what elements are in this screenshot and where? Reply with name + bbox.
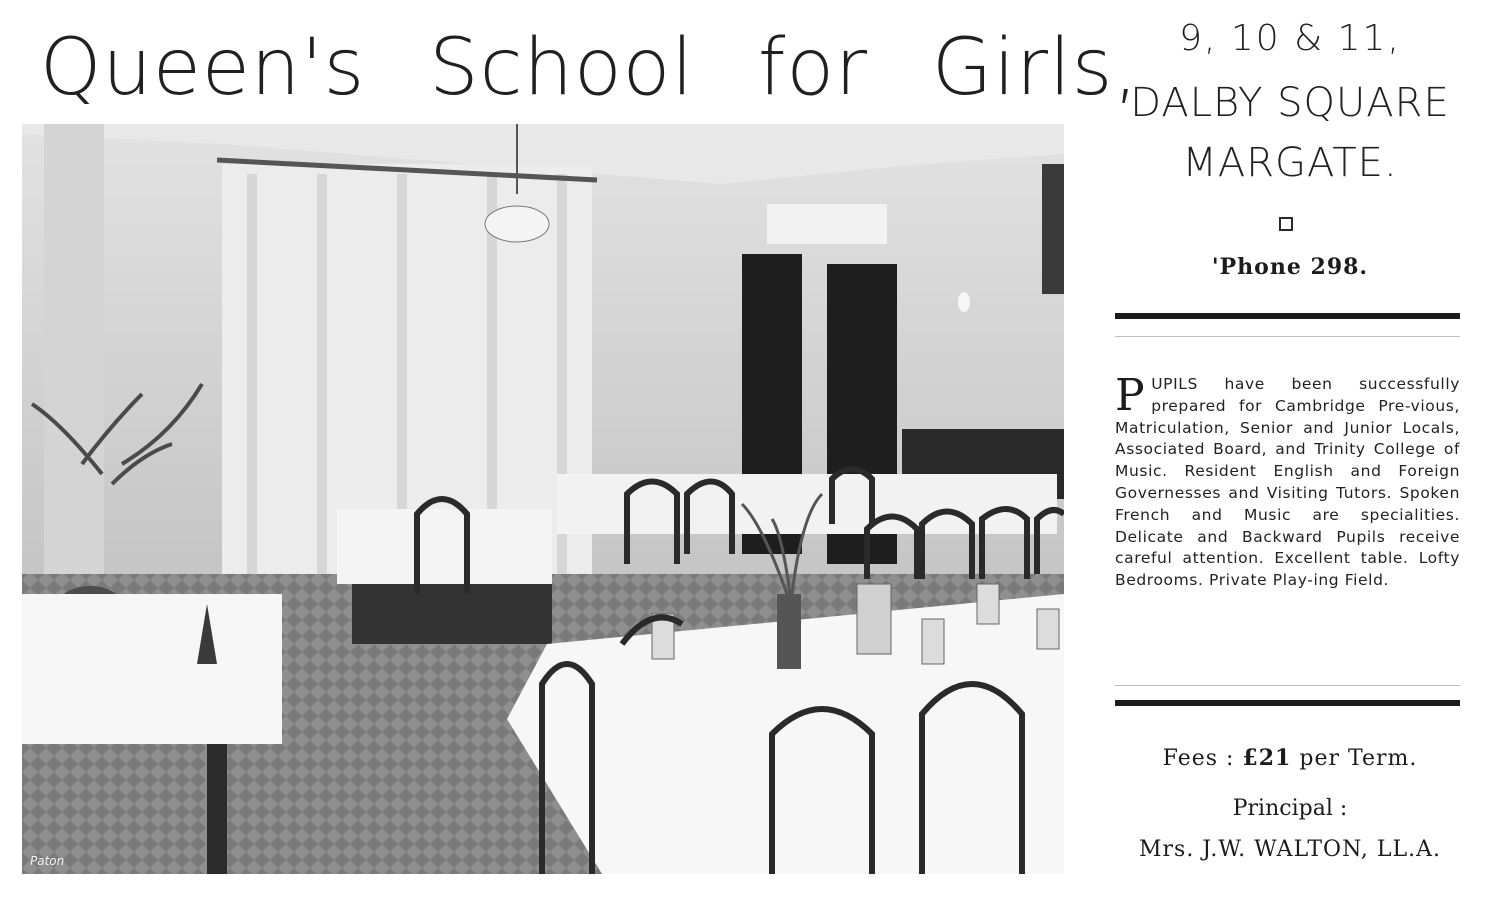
fees-amount: £21 [1242,745,1292,771]
divider-thin [1115,336,1460,337]
photo-credit: Paton [30,854,65,868]
divider-thick [1115,700,1460,706]
table-left [22,594,282,744]
description-text: UPILS have been successfully prepared for Cambridge Pre-vious, Matriculation, Senior and Junior Locals, Associated Board, and Trinity College of Music. Resident English and Foreign Governesses and Visiting Tutors. Spoken French and Music are specialities. Delicate and Backward Pupils receive careful attention. Excellent table. Lofty Bedrooms. Private Play-ing Field. [1115,375,1460,590]
divider-thick [1115,313,1460,319]
drop-cap: P [1115,370,1146,421]
table-back [337,509,552,584]
dining-room-photo [22,124,1064,874]
fees-label: Fees : [1162,746,1235,771]
address-town: MARGATE. [1182,140,1398,186]
address-street: DALBY SQUARE [1130,80,1450,126]
square-ornament-icon [1279,217,1293,231]
fees-line [1100,745,1480,771]
description-paragraph [1115,370,1460,592]
principal-name: Mrs. J.W. WALTON, LL.A. [1138,837,1442,862]
address-numbers: 9, 10 & 11, [1179,18,1401,59]
phone-number: 'Phone 298. [1211,254,1369,280]
advert-title: Queen's School for Girls, [40,23,1140,113]
dining-room-illustration [22,124,1064,874]
fees-suffix: per Term. [1299,746,1418,771]
principal-label: Principal : [1232,796,1348,821]
chandelier [485,206,549,242]
divider-thin [1115,685,1460,686]
